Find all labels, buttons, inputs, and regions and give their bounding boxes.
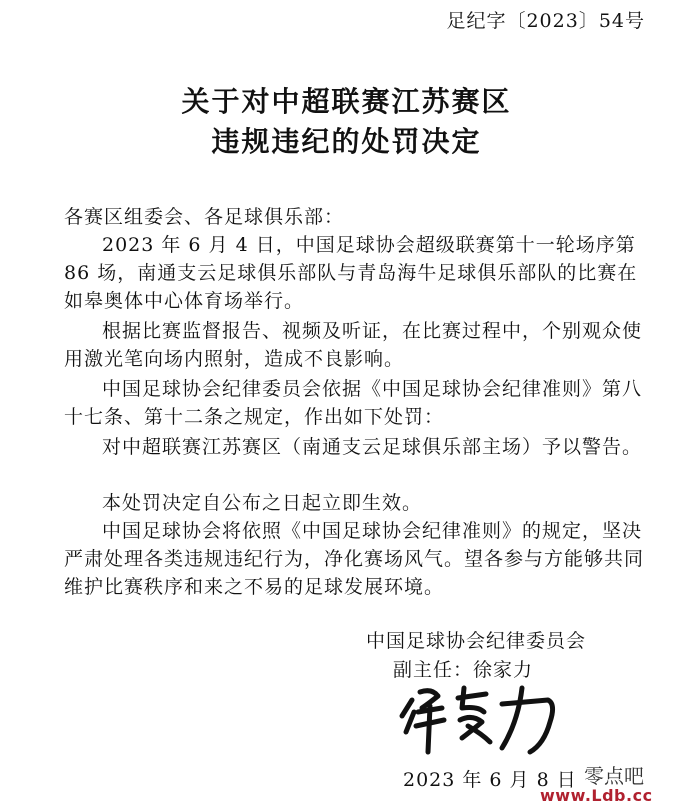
document-number: 足纪字〔2023〕54号 xyxy=(446,10,645,32)
handwritten-signature xyxy=(398,682,568,762)
issue-date: 2023 年 6 月 8 日 xyxy=(403,769,577,791)
watermark-site: www.Ldb.cc xyxy=(540,786,653,805)
deputy-director: 副主任：徐家力 xyxy=(393,659,534,681)
paragraph-match-info: 2023 年 6 月 4 日，中国足球协会超级联赛第十一轮场序第 86 场，南通支云足球俱乐部队与青岛海牛足球俱乐部队的比赛在如皋奥体中心体育场举行。 xyxy=(64,234,638,312)
paragraph-statement: 中国足球协会将依照《中国足球协会纪律准则》的规定，坚决严肃处理各类违规违纪行为，净化赛场风气。望各参与方能够共同维护比赛秩序和来之不易的足球发展环境。 xyxy=(64,520,645,598)
issuing-organization: 中国足球协会纪律委员会 xyxy=(366,630,587,652)
watermark-text: 零点吧 xyxy=(584,764,644,788)
paragraph-effective: 本处罚决定自公布之日起立即生效。 xyxy=(102,492,423,514)
paragraph-violation: 根据比赛监督报告、视频及听证，在比赛过程中，个别观众使用激光笔向场内照射，造成不良影响。 xyxy=(64,320,643,370)
paragraph-penalty: 对中超联赛江苏赛区（南通支云足球俱乐部主场）予以警告。 xyxy=(102,436,643,458)
salutation: 各赛区组委会、各足球俱乐部： xyxy=(64,206,345,228)
document-title-line-2: 违规违纪的处罚决定 xyxy=(211,125,482,158)
paragraph-legal-basis: 中国足球协会纪律委员会依据《中国足球协会纪律准则》第八十七条、第十二条之规定，作出如下处罚： xyxy=(64,378,643,428)
document-title-line-1: 关于对中超联赛江苏赛区 xyxy=(181,85,512,118)
